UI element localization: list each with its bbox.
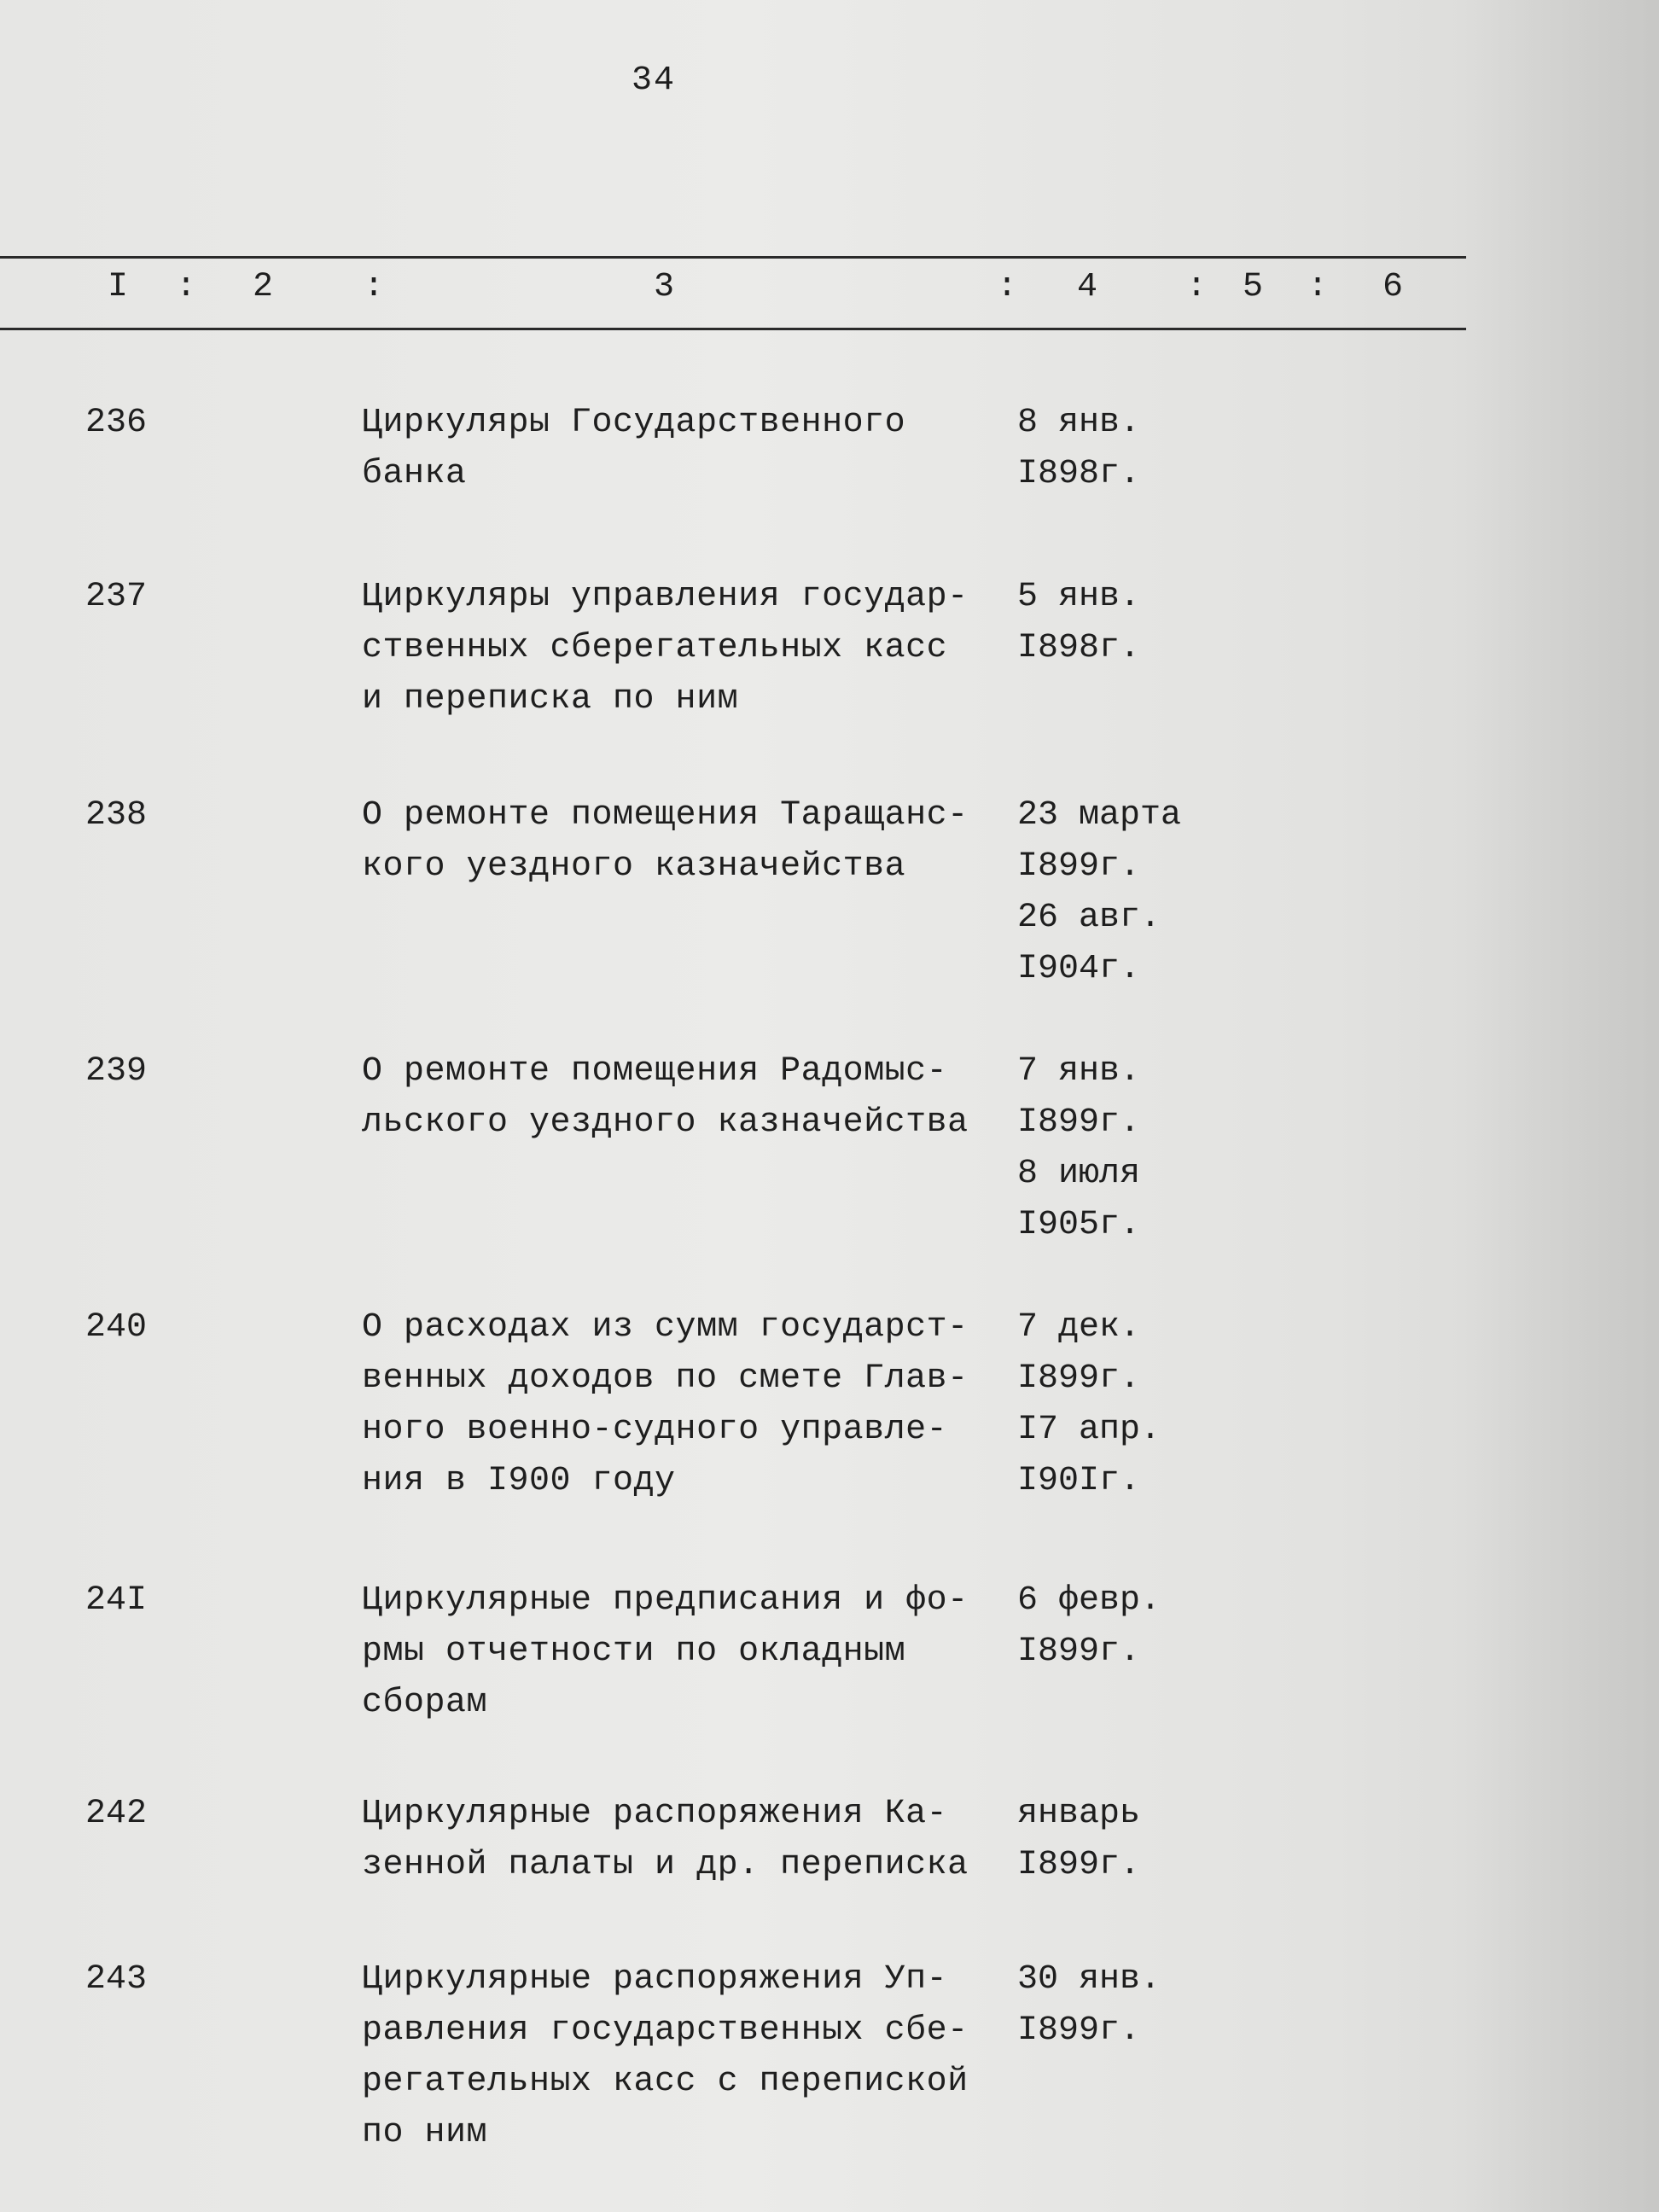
entry-dates bbox=[1017, 1954, 1239, 2057]
entry-date-line: 8 янв. bbox=[1017, 404, 1141, 442]
entry-title-line: Циркулярные предписания и фо- bbox=[362, 1581, 969, 1620]
entry-number: 237 bbox=[85, 578, 148, 616]
entry-title-line: равления государственных сбе- bbox=[362, 2011, 969, 2050]
entry-title bbox=[362, 1789, 993, 1891]
entry-number: 242 bbox=[85, 1795, 148, 1833]
entry-number: 24I bbox=[85, 1581, 148, 1620]
entry-date-line: I899г. bbox=[1017, 847, 1141, 886]
page-number: 34 bbox=[632, 61, 677, 100]
header-col-3: 3 bbox=[654, 268, 675, 306]
entry-title-line: льского уездного казначейства bbox=[362, 1103, 969, 1142]
entry-title-line: по ним bbox=[362, 2114, 488, 2152]
entry-title-line: Циркулярные распоряжения Уп- bbox=[362, 1960, 948, 1999]
entry-dates bbox=[1017, 572, 1239, 674]
entry-title-line: Циркулярные распоряжения Ка- bbox=[362, 1795, 948, 1833]
entry-date-line: 5 янв. bbox=[1017, 578, 1141, 616]
header-col-2: 2 bbox=[253, 268, 274, 306]
entry-date-line: январь bbox=[1017, 1795, 1141, 1833]
page-edge-shadow bbox=[1463, 0, 1659, 2212]
entry-date-line: 30 янв. bbox=[1017, 1960, 1161, 1999]
entry-title bbox=[362, 572, 993, 725]
entry-title-line: Циркуляры управления государ- bbox=[362, 578, 969, 616]
entry-date-line: I905г. bbox=[1017, 1206, 1141, 1244]
entry-date-line: I904г. bbox=[1017, 950, 1141, 988]
entry-date-line: 26 авг. bbox=[1017, 899, 1161, 937]
entry-dates bbox=[1017, 1575, 1239, 1678]
entry-title bbox=[362, 790, 993, 893]
entry-dates bbox=[1017, 1789, 1239, 1891]
entry-date-line: 8 июля bbox=[1017, 1155, 1141, 1193]
entry-date-line: I899г. bbox=[1017, 1103, 1141, 1142]
entry-date-line: I899г. bbox=[1017, 2011, 1141, 2050]
table-header-top-rule bbox=[0, 256, 1466, 259]
entry-number: 243 bbox=[85, 1960, 148, 1999]
header-separator: : bbox=[176, 268, 197, 306]
entry-title bbox=[362, 1954, 993, 2159]
entry-title bbox=[362, 398, 993, 500]
entry-number: 239 bbox=[85, 1052, 148, 1091]
entry-dates bbox=[1017, 790, 1239, 995]
entry-title-line: рмы отчетности по окладным bbox=[362, 1633, 906, 1671]
entry-title bbox=[362, 1302, 993, 1507]
entry-dates bbox=[1017, 398, 1239, 500]
header-separator: : bbox=[997, 268, 1018, 306]
entry-title-line: зенной палаты и др. переписка bbox=[362, 1846, 969, 1884]
table-header-bottom-rule bbox=[0, 328, 1466, 330]
entry-date-line: I898г. bbox=[1017, 455, 1141, 493]
header-separator: : bbox=[364, 268, 385, 306]
entry-date-line: 7 янв. bbox=[1017, 1052, 1141, 1091]
entry-number: 236 bbox=[85, 404, 148, 442]
header-separator: : bbox=[1307, 268, 1329, 306]
entry-date-line: I899г. bbox=[1017, 1633, 1141, 1671]
entry-title-line: кого уездного казначейства bbox=[362, 847, 906, 886]
entry-date-line: I898г. bbox=[1017, 629, 1141, 667]
entry-title-line: ного военно-судного управле- bbox=[362, 1411, 948, 1449]
entry-date-line: 7 дек. bbox=[1017, 1308, 1141, 1347]
entry-title-line: ния в I900 году bbox=[362, 1462, 676, 1500]
header-col-5: 5 bbox=[1243, 268, 1264, 306]
header-col-6: 6 bbox=[1382, 268, 1404, 306]
entry-number: 238 bbox=[85, 796, 148, 835]
entry-title-line: банка bbox=[362, 455, 467, 493]
entry-title-line: Циркуляры Государственного bbox=[362, 404, 906, 442]
entry-dates bbox=[1017, 1302, 1239, 1507]
entry-title-line: венных доходов по смете Глав- bbox=[362, 1359, 969, 1398]
entry-number: 240 bbox=[85, 1308, 148, 1347]
entry-title bbox=[362, 1575, 993, 1729]
entry-date-line: I899г. bbox=[1017, 1846, 1141, 1884]
entry-title-line: и переписка по ним bbox=[362, 680, 739, 719]
entry-title-line: О ремонте помещения Радомыс- bbox=[362, 1052, 948, 1091]
entry-title-line: ственных сберегательных касс bbox=[362, 629, 948, 667]
entry-title bbox=[362, 1046, 993, 1149]
header-separator: : bbox=[1186, 268, 1208, 306]
header-col-1: I bbox=[108, 268, 129, 306]
entry-date-line: 6 февр. bbox=[1017, 1581, 1161, 1620]
entry-date-line: I7 апр. bbox=[1017, 1411, 1161, 1449]
entry-title-line: регательных касс с перепиской bbox=[362, 2063, 969, 2101]
entry-title-line: О ремонте помещения Таращанс- bbox=[362, 796, 969, 835]
header-col-4: 4 bbox=[1077, 268, 1098, 306]
entry-date-line: 23 марта bbox=[1017, 796, 1182, 835]
entry-title-line: сборам bbox=[362, 1684, 488, 1722]
entry-date-line: I90Iг. bbox=[1017, 1462, 1141, 1500]
entry-date-line: I899г. bbox=[1017, 1359, 1141, 1398]
entry-title-line: О расходах из сумм государст- bbox=[362, 1308, 969, 1347]
entry-dates bbox=[1017, 1046, 1239, 1251]
